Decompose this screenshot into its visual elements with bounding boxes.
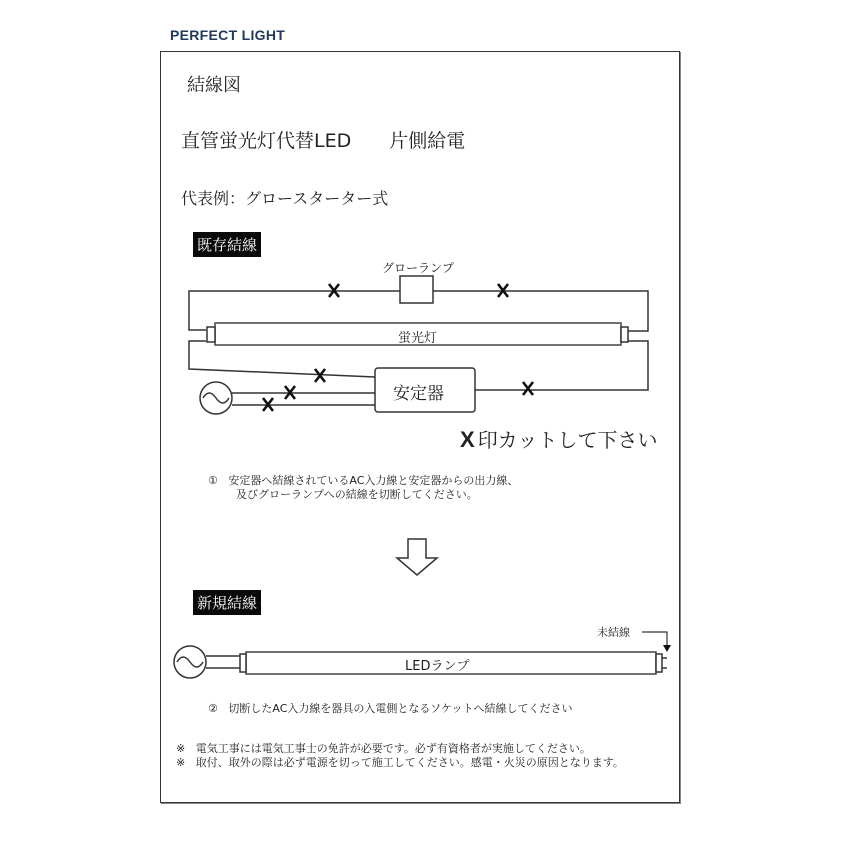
cut-instruction: X 印カットして下さい xyxy=(460,427,658,452)
cut-x-icon: X xyxy=(460,427,475,452)
subtitle-product: 直管蛍光灯代替LED xyxy=(181,130,352,152)
new-wiring-label: 新規結線 xyxy=(193,590,261,615)
unconnected-label: 未結線 xyxy=(597,626,630,639)
fluorescent-tube-label: 蛍光灯 xyxy=(398,331,438,346)
led-tube-label: LEDランプ xyxy=(405,659,470,674)
subtitle-feed-type: 片側給電 xyxy=(389,130,466,152)
glow-lamp-label: グローランプ xyxy=(382,261,455,275)
unconnected-pointer xyxy=(642,632,667,645)
ballast-label: 安定器 xyxy=(393,384,444,404)
step1-note: ① 安定器へ結線されているAC入力線と安定器からの出力線、 及びグローランプへの結線を切断してください。 xyxy=(208,474,519,501)
brand-logo: PERFECT LIGHT xyxy=(170,27,286,43)
page-title: 結線図 xyxy=(187,75,241,96)
warning-item: ※ 電気工事には電気工事士の免許が必要です。必ず有資格者が実施してください。 xyxy=(176,742,591,755)
example-caption: 代表例：グロースターター式 xyxy=(181,189,389,208)
step2-note: ② 切断したAC入力線を器具の入電側となるソケットへ結線してください xyxy=(208,702,573,715)
glow-lamp-box xyxy=(400,276,433,303)
warning-item: ※ 取付、取外の際は必ず電源を切って施工してください。感電・火災の原因となります。 xyxy=(176,756,624,769)
warning-list xyxy=(176,742,624,770)
down-arrow-icon xyxy=(397,539,437,575)
existing-wiring-label: 既存結線 xyxy=(193,232,261,257)
